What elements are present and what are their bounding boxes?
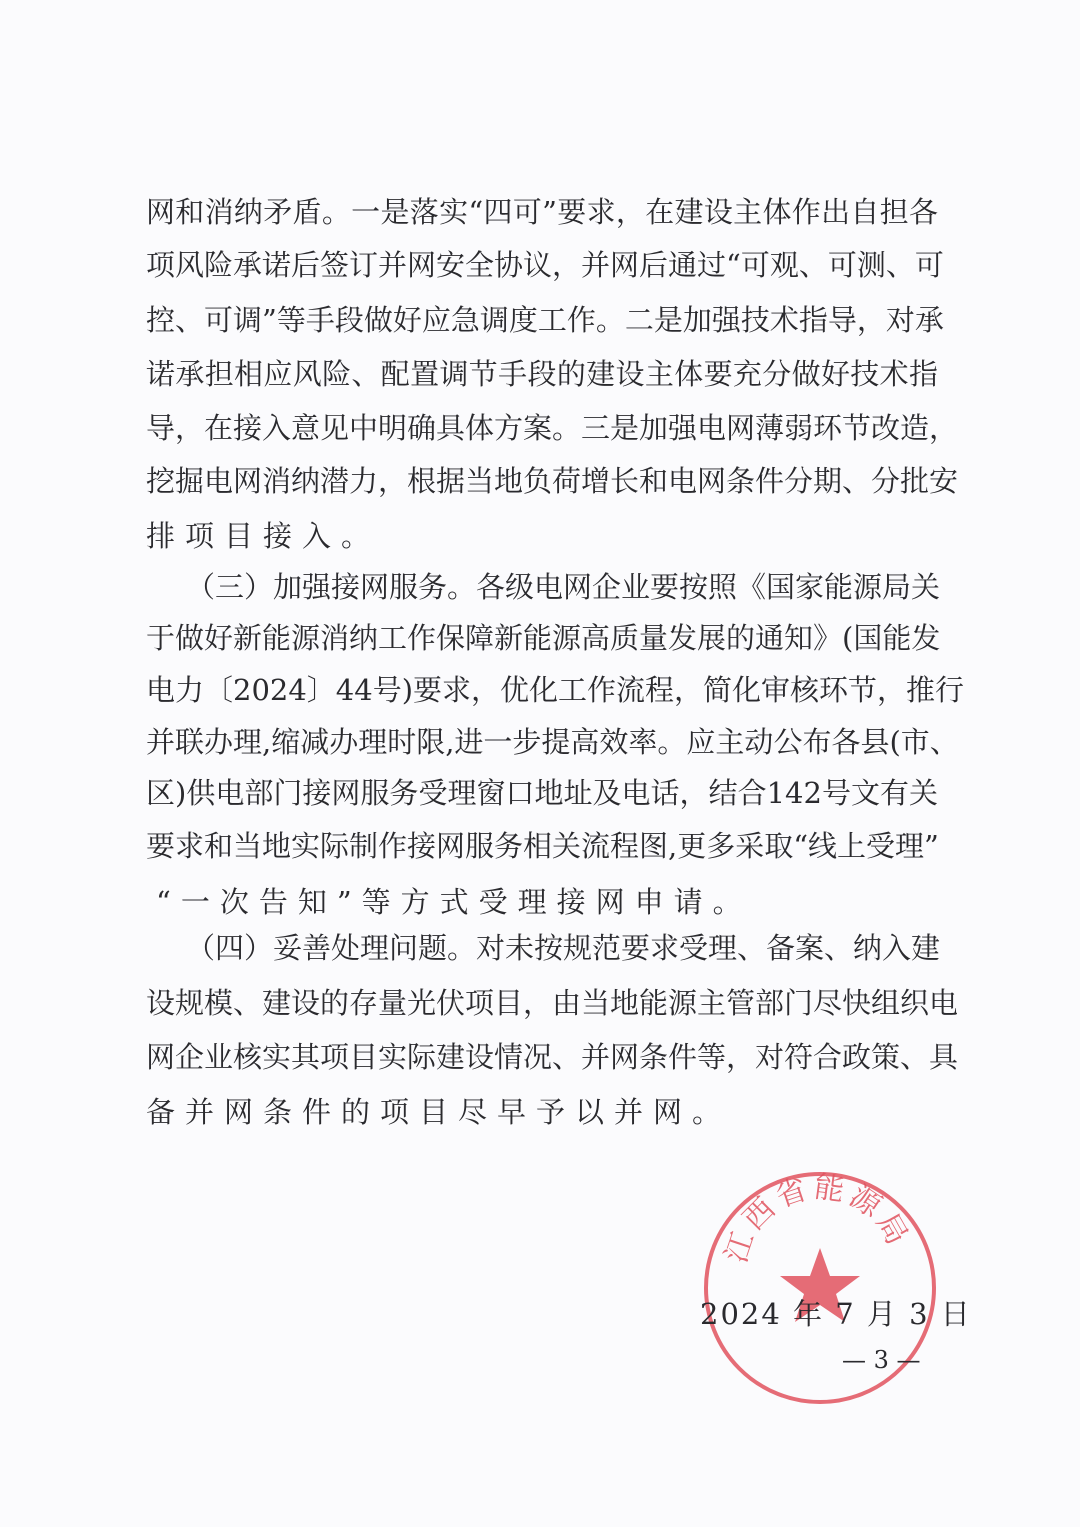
page-number: — 3 — [842,1346,921,1374]
text-line: 电力〔2024〕44号)要求，优化工作流程，简化审核环节，推行 [146,673,965,707]
text-line: 导，在接入意见中明确具体方案。三是加强电网薄弱环节改造， [146,411,959,445]
signature-date: 2024 年 7 月 3 日 [700,1297,972,1331]
text-line: 于做好新能源消纳工作保障新能源高质量发展的通知》(国能发 [146,621,941,655]
text-line: 诺承担相应风险、配置调节手段的建设主体要充分做好技术指 [146,357,938,391]
text-line: （四）妥善处理问题。对未按规范要求受理、备案、纳入建 [186,931,941,965]
text-line: 设规模、建设的存量光伏项目，由当地能源主管部门尽快组织电 [146,986,959,1020]
text-line: 控、可调”等手段做好应急调度工作。二是加强技术指导，对承 [146,303,944,337]
text-line: 排项目接入。 [146,519,381,553]
text-line: 区)供电部门接网服务受理窗口地址及电话，结合142号文有关 [146,776,938,810]
text-line: （三）加强接网服务。各级电网企业要按照《国家能源局关 [186,570,941,604]
text-line: 网和消纳矛盾。一是落实“四可”要求，在建设主体作出自担各 [146,195,938,229]
text-line: 项风险承诺后签订并网安全协议，并网后通过“可观、可测、可 [146,248,944,282]
text-line: 备并网条件的项目尽早予以并网。 [146,1095,732,1129]
text-line: 挖掘电网消纳潜力，根据当地负荷增长和电网条件分期、分批安 [146,464,959,498]
text-line: 并联办理,缩减办理时限,进一步提高效率。应主动公布各县(市、 [146,725,959,759]
seal-text: 江西省能源局 [718,1169,917,1268]
svg-text:江西省能源局 [719,1170,916,1268]
text-line: 网企业核实其项目实际建设情况、并网条件等，对符合政策、具 [146,1040,959,1074]
text-line: 要求和当地实际制作接网服务相关流程图,更多采取“线上受理” [146,829,939,863]
text-line: “一次告知”等方式受理接网申请。 [156,885,752,919]
